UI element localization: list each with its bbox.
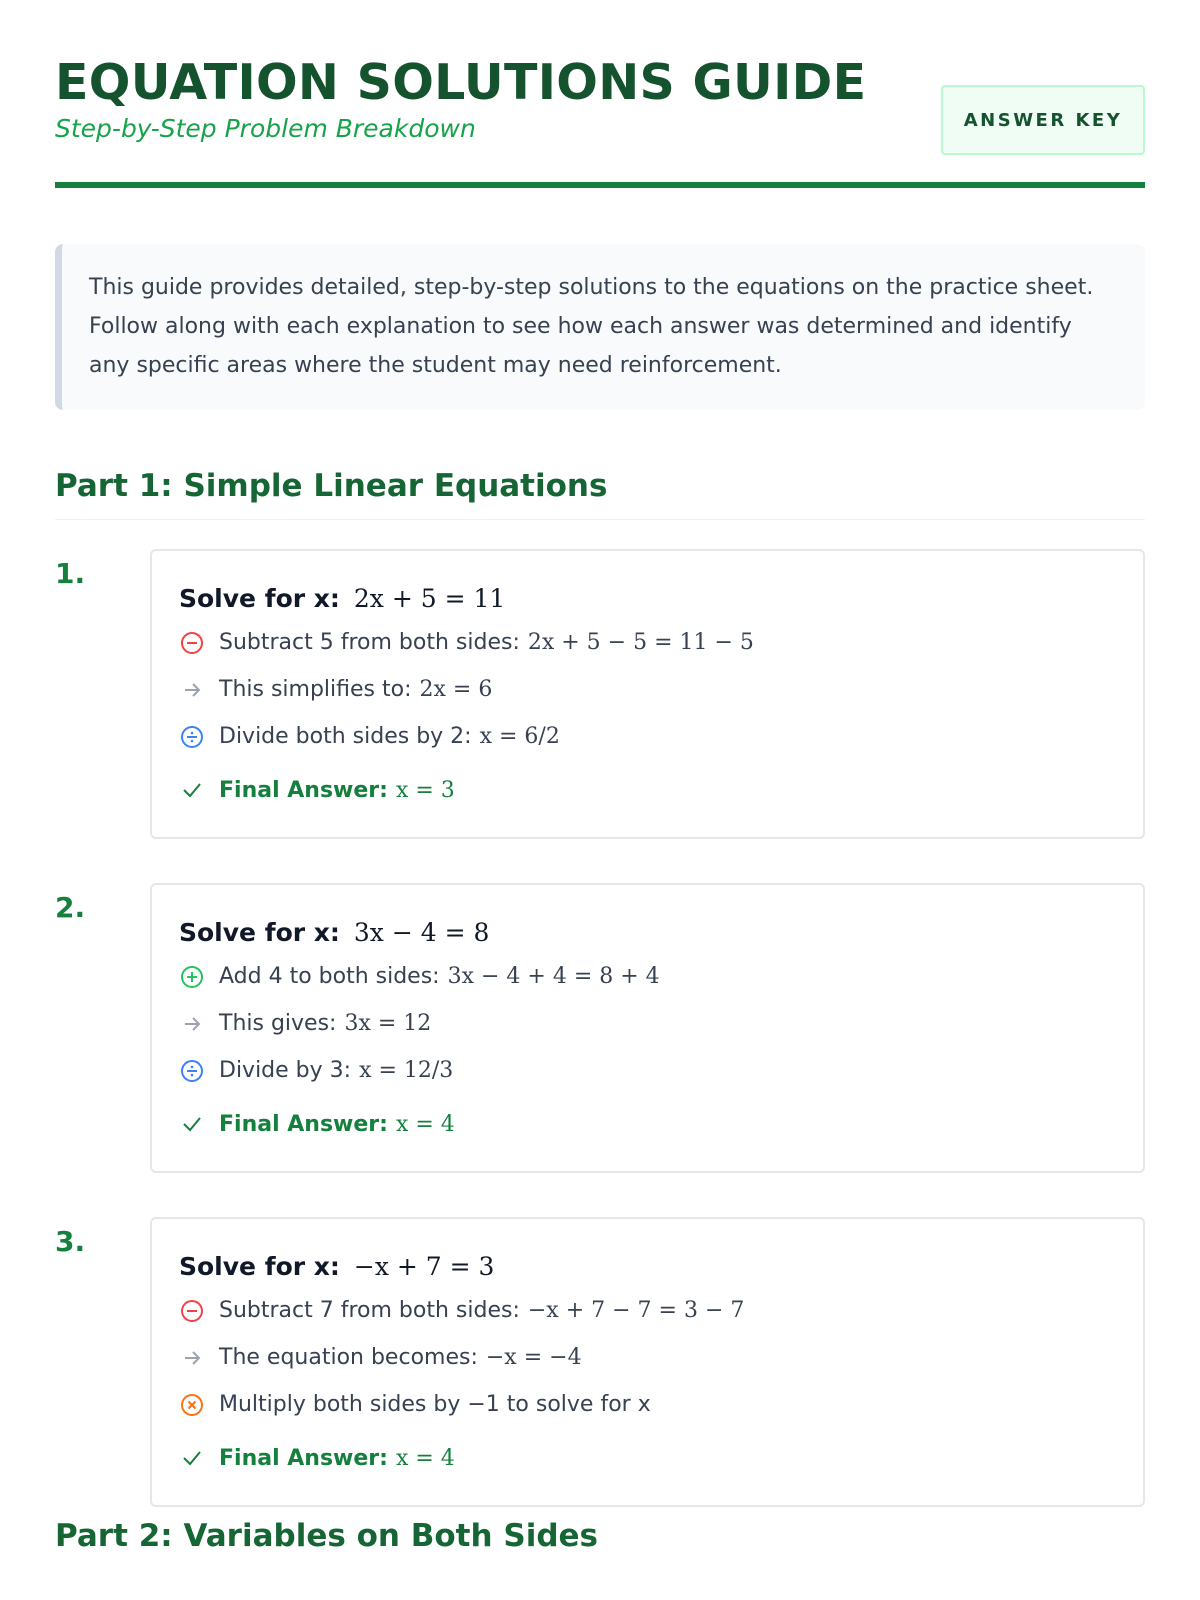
answer-key-badge: ANSWER KEY	[941, 85, 1145, 155]
times-circle-icon	[179, 1392, 205, 1418]
problem-prompt: Solve for x:	[179, 918, 340, 947]
step-text: Divide by 3:	[219, 1058, 352, 1083]
final-answer	[179, 1438, 1116, 1478]
solution-step	[179, 1047, 1116, 1094]
step-text: Divide both sides by 2:	[219, 724, 472, 749]
problem-item	[55, 1217, 1145, 1507]
page-title: EQUATION SOLUTIONS GUIDE	[55, 54, 867, 111]
solution-step	[179, 1381, 1116, 1428]
arrow-right-icon	[179, 1345, 205, 1371]
final-answer	[179, 1104, 1116, 1144]
final-answer-value: x = 4	[395, 1445, 455, 1471]
intro-callout	[55, 244, 1145, 410]
step-math: 2x + 5 − 5 = 11 − 5	[527, 630, 754, 655]
problem-statement	[179, 913, 1116, 953]
problem-number: 1.	[55, 557, 86, 590]
final-answer	[179, 770, 1116, 810]
problem-number: 3.	[55, 1225, 86, 1258]
problem-equation: −x + 7 = 3	[353, 1252, 495, 1281]
arrow-right-icon	[179, 677, 205, 703]
problem-equation: 3x − 4 = 8	[353, 918, 490, 947]
problem-item	[55, 549, 1145, 839]
check-icon	[179, 1111, 205, 1137]
page-subtitle: Step-by-Step Problem Breakdown	[55, 114, 476, 143]
step-text: This simplifies to:	[219, 677, 412, 702]
step-math: 3x − 4 + 4 = 8 + 4	[447, 964, 660, 989]
check-icon	[179, 1445, 205, 1471]
plus-circle-icon	[179, 964, 205, 990]
problem-equation: 2x + 5 = 11	[353, 584, 506, 613]
section-heading-part-2: Part 2: Variables on Both Sides	[55, 1518, 598, 1554]
step-text: This gives:	[219, 1011, 337, 1036]
final-answer-value: x = 3	[395, 777, 455, 803]
arrow-right-icon	[179, 1011, 205, 1037]
divide-circle-icon	[179, 724, 205, 750]
solution-step	[179, 666, 1116, 713]
problem-card	[150, 549, 1145, 839]
minus-circle-icon	[179, 630, 205, 656]
step-math: x = 12/3	[359, 1058, 454, 1083]
problem-statement	[179, 579, 1116, 619]
intro-text: This guide provides detailed, step-by-step solutions to the equations on the practice sheet. Follow along with each explanation to see how each answer was determined and identify any specific areas where the student may need reinforcement.	[89, 275, 1094, 378]
final-answer-label: Final Answer:	[219, 1445, 388, 1471]
step-math: −x = −4	[485, 1345, 582, 1370]
problem-card	[150, 1217, 1145, 1507]
problem-number: 2.	[55, 891, 86, 924]
header	[55, 0, 1145, 188]
solution-step	[179, 1334, 1116, 1381]
step-text: Subtract 7 from both sides:	[219, 1298, 520, 1323]
divide-circle-icon	[179, 1058, 205, 1084]
final-answer-label: Final Answer:	[219, 777, 388, 803]
check-icon	[179, 777, 205, 803]
problem-prompt: Solve for x:	[179, 1252, 340, 1281]
solution-step	[179, 1287, 1116, 1334]
step-text: The equation becomes:	[219, 1345, 478, 1370]
solution-step	[179, 1000, 1116, 1047]
minus-circle-icon	[179, 1298, 205, 1324]
problem-item	[55, 883, 1145, 1173]
step-math: 3x = 12	[344, 1011, 432, 1036]
problem-prompt: Solve for x:	[179, 584, 340, 613]
problem-statement	[179, 1247, 1116, 1287]
section-heading-part-1: Part 1: Simple Linear Equations	[55, 468, 1145, 520]
problem-card	[150, 883, 1145, 1173]
step-math: 2x = 6	[419, 677, 493, 702]
step-text: Subtract 5 from both sides:	[219, 630, 520, 655]
step-text: Add 4 to both sides:	[219, 964, 440, 989]
final-answer-value: x = 4	[395, 1111, 455, 1137]
step-math: −x + 7 − 7 = 3 − 7	[527, 1298, 745, 1323]
solution-step	[179, 713, 1116, 760]
solution-step	[179, 619, 1116, 666]
problem-list	[55, 549, 1145, 1507]
final-answer-label: Final Answer:	[219, 1111, 388, 1137]
step-math: x = 6/2	[479, 724, 560, 749]
step-text: Multiply both sides by −1 to solve for x	[219, 1392, 651, 1417]
solution-step	[179, 953, 1116, 1000]
